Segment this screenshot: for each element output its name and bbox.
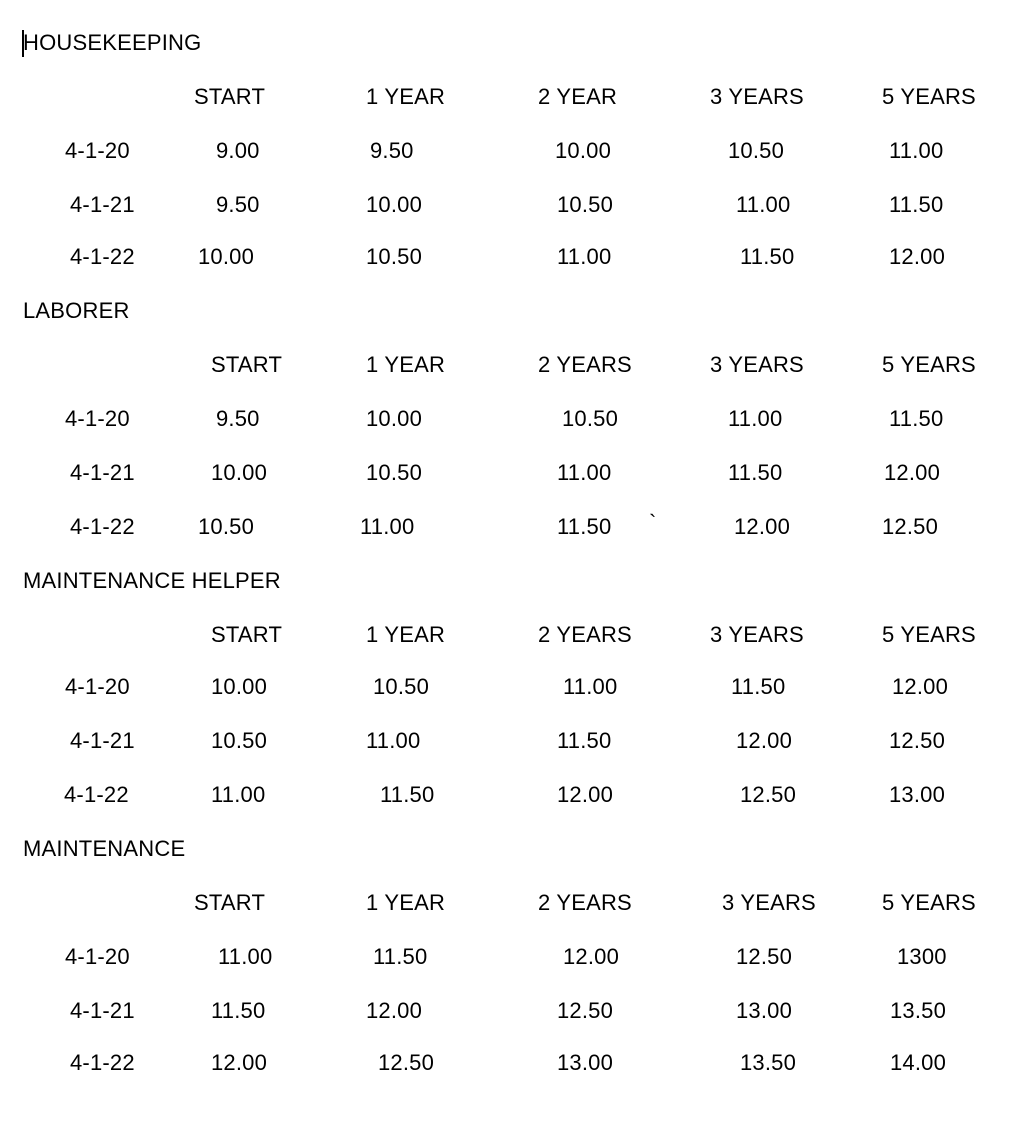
wage-cell: 11.50 [373, 944, 428, 969]
row-date: 4-1-20 [65, 138, 130, 163]
column-header-start: START [211, 622, 283, 647]
section-title-laborer: LABORER [23, 298, 130, 323]
wage-cell: 10.50 [211, 728, 268, 753]
wage-cell: 9.00 [216, 138, 260, 163]
wage-cell: 10.50 [366, 460, 423, 485]
wage-cell: 11.50 [380, 782, 435, 807]
column-header-2-year: 2 YEAR [538, 84, 618, 109]
column-header-2-years: 2 YEARS [538, 890, 632, 915]
column-header-2-years: 2 YEARS [538, 622, 632, 647]
wage-cell: 11.00 [889, 138, 944, 163]
wage-cell: 11.50 [728, 460, 783, 485]
wage-cell: 12.00 [366, 998, 423, 1023]
column-header-start: START [211, 352, 283, 377]
wage-cell: 12.00 [557, 782, 614, 807]
row-date: 4-1-20 [65, 674, 130, 699]
wage-cell: 13.50 [740, 1050, 797, 1075]
wage-cell: 11.00 [563, 674, 618, 699]
wage-cell: 9.50 [370, 138, 414, 163]
wage-cell: 11.00 [360, 514, 415, 539]
column-header-5-years: 5 YEARS [882, 84, 976, 109]
row-date: 4-1-21 [70, 728, 135, 753]
wage-cell: 11.00 [728, 406, 783, 431]
wage-cell: 12.50 [378, 1050, 435, 1075]
wage-cell: 10.50 [366, 244, 423, 269]
wage-cell: 11.50 [557, 728, 612, 753]
wage-cell: 12.50 [736, 944, 793, 969]
column-header-start: START [194, 890, 266, 915]
wage-cell: 11.50 [889, 192, 944, 217]
wage-cell: 13.50 [890, 998, 947, 1023]
wage-cell: 12.00 [736, 728, 793, 753]
row-date: 4-1-21 [70, 460, 135, 485]
wage-cell: 13.00 [557, 1050, 614, 1075]
section-title-housekeeping: HOUSEKEEPING [23, 30, 202, 55]
row-date: 4-1-22 [70, 244, 135, 269]
wage-cell: 11.00 [366, 728, 421, 753]
wage-cell: 11.50 [557, 514, 612, 539]
wage-cell: 10.50 [728, 138, 785, 163]
column-header-3-years: 3 YEARS [710, 352, 804, 377]
wage-cell: 11.50 [889, 406, 944, 431]
wage-cell: 11.00 [211, 782, 266, 807]
section-title-maintenance-helper: MAINTENANCE HELPER [23, 568, 281, 593]
wage-cell: 10.00 [555, 138, 612, 163]
wage-cell: 12.50 [882, 514, 939, 539]
column-header-3-years: 3 YEARS [710, 622, 804, 647]
wage-cell: 12.50 [889, 728, 946, 753]
wage-cell: 11.00 [557, 460, 612, 485]
column-header-3-years: 3 YEARS [710, 84, 804, 109]
row-date: 4-1-21 [70, 192, 135, 217]
wage-cell: 12.00 [211, 1050, 268, 1075]
wage-cell: 1300 [897, 944, 947, 969]
column-header-3-years: 3 YEARS [722, 890, 816, 915]
wage-cell: 11.00 [736, 192, 791, 217]
column-header-1-year: 1 YEAR [366, 890, 446, 915]
wage-cell: 12.00 [884, 460, 941, 485]
column-header-5-years: 5 YEARS [882, 890, 976, 915]
wage-cell: 10.50 [562, 406, 619, 431]
section-title-maintenance: MAINTENANCE [23, 836, 186, 861]
wage-cell: 10.00 [198, 244, 255, 269]
wage-cell: 12.00 [892, 674, 949, 699]
wage-cell: 11.50 [211, 998, 266, 1023]
wage-cell: 12.50 [557, 998, 614, 1023]
wage-cell: 10.00 [366, 406, 423, 431]
column-header-5-years: 5 YEARS [882, 622, 976, 647]
row-date: 4-1-22 [64, 782, 129, 807]
wage-cell: 9.50 [216, 192, 260, 217]
row-date: 4-1-20 [65, 944, 130, 969]
wage-cell: 11.00 [557, 244, 612, 269]
column-header-5-years: 5 YEARS [882, 352, 976, 377]
wage-cell: 11.50 [731, 674, 786, 699]
wage-cell: 12.50 [740, 782, 797, 807]
wage-cell: 13.00 [889, 782, 946, 807]
wage-cell: 10.00 [211, 674, 268, 699]
column-header-2-years: 2 YEARS [538, 352, 632, 377]
column-header-start: START [194, 84, 266, 109]
wage-cell: 10.00 [366, 192, 423, 217]
wage-cell: 14.00 [890, 1050, 947, 1075]
stray-backtick-mark: ` [649, 510, 657, 535]
wage-cell: 12.00 [889, 244, 946, 269]
wage-cell: 12.00 [563, 944, 620, 969]
row-date: 4-1-22 [70, 1050, 135, 1075]
wage-cell: 11.00 [218, 944, 273, 969]
row-date: 4-1-21 [70, 998, 135, 1023]
column-header-1-year: 1 YEAR [366, 352, 446, 377]
wage-cell: 13.00 [736, 998, 793, 1023]
column-header-1-year: 1 YEAR [366, 84, 446, 109]
row-date: 4-1-22 [70, 514, 135, 539]
wage-cell: 12.00 [734, 514, 791, 539]
row-date: 4-1-20 [65, 406, 130, 431]
wage-cell: 10.00 [211, 460, 268, 485]
column-header-1-year: 1 YEAR [366, 622, 446, 647]
wage-cell: 10.50 [198, 514, 255, 539]
wage-cell: 9.50 [216, 406, 260, 431]
wage-cell: 10.50 [373, 674, 430, 699]
wage-cell: 11.50 [740, 244, 795, 269]
wage-cell: 10.50 [557, 192, 614, 217]
